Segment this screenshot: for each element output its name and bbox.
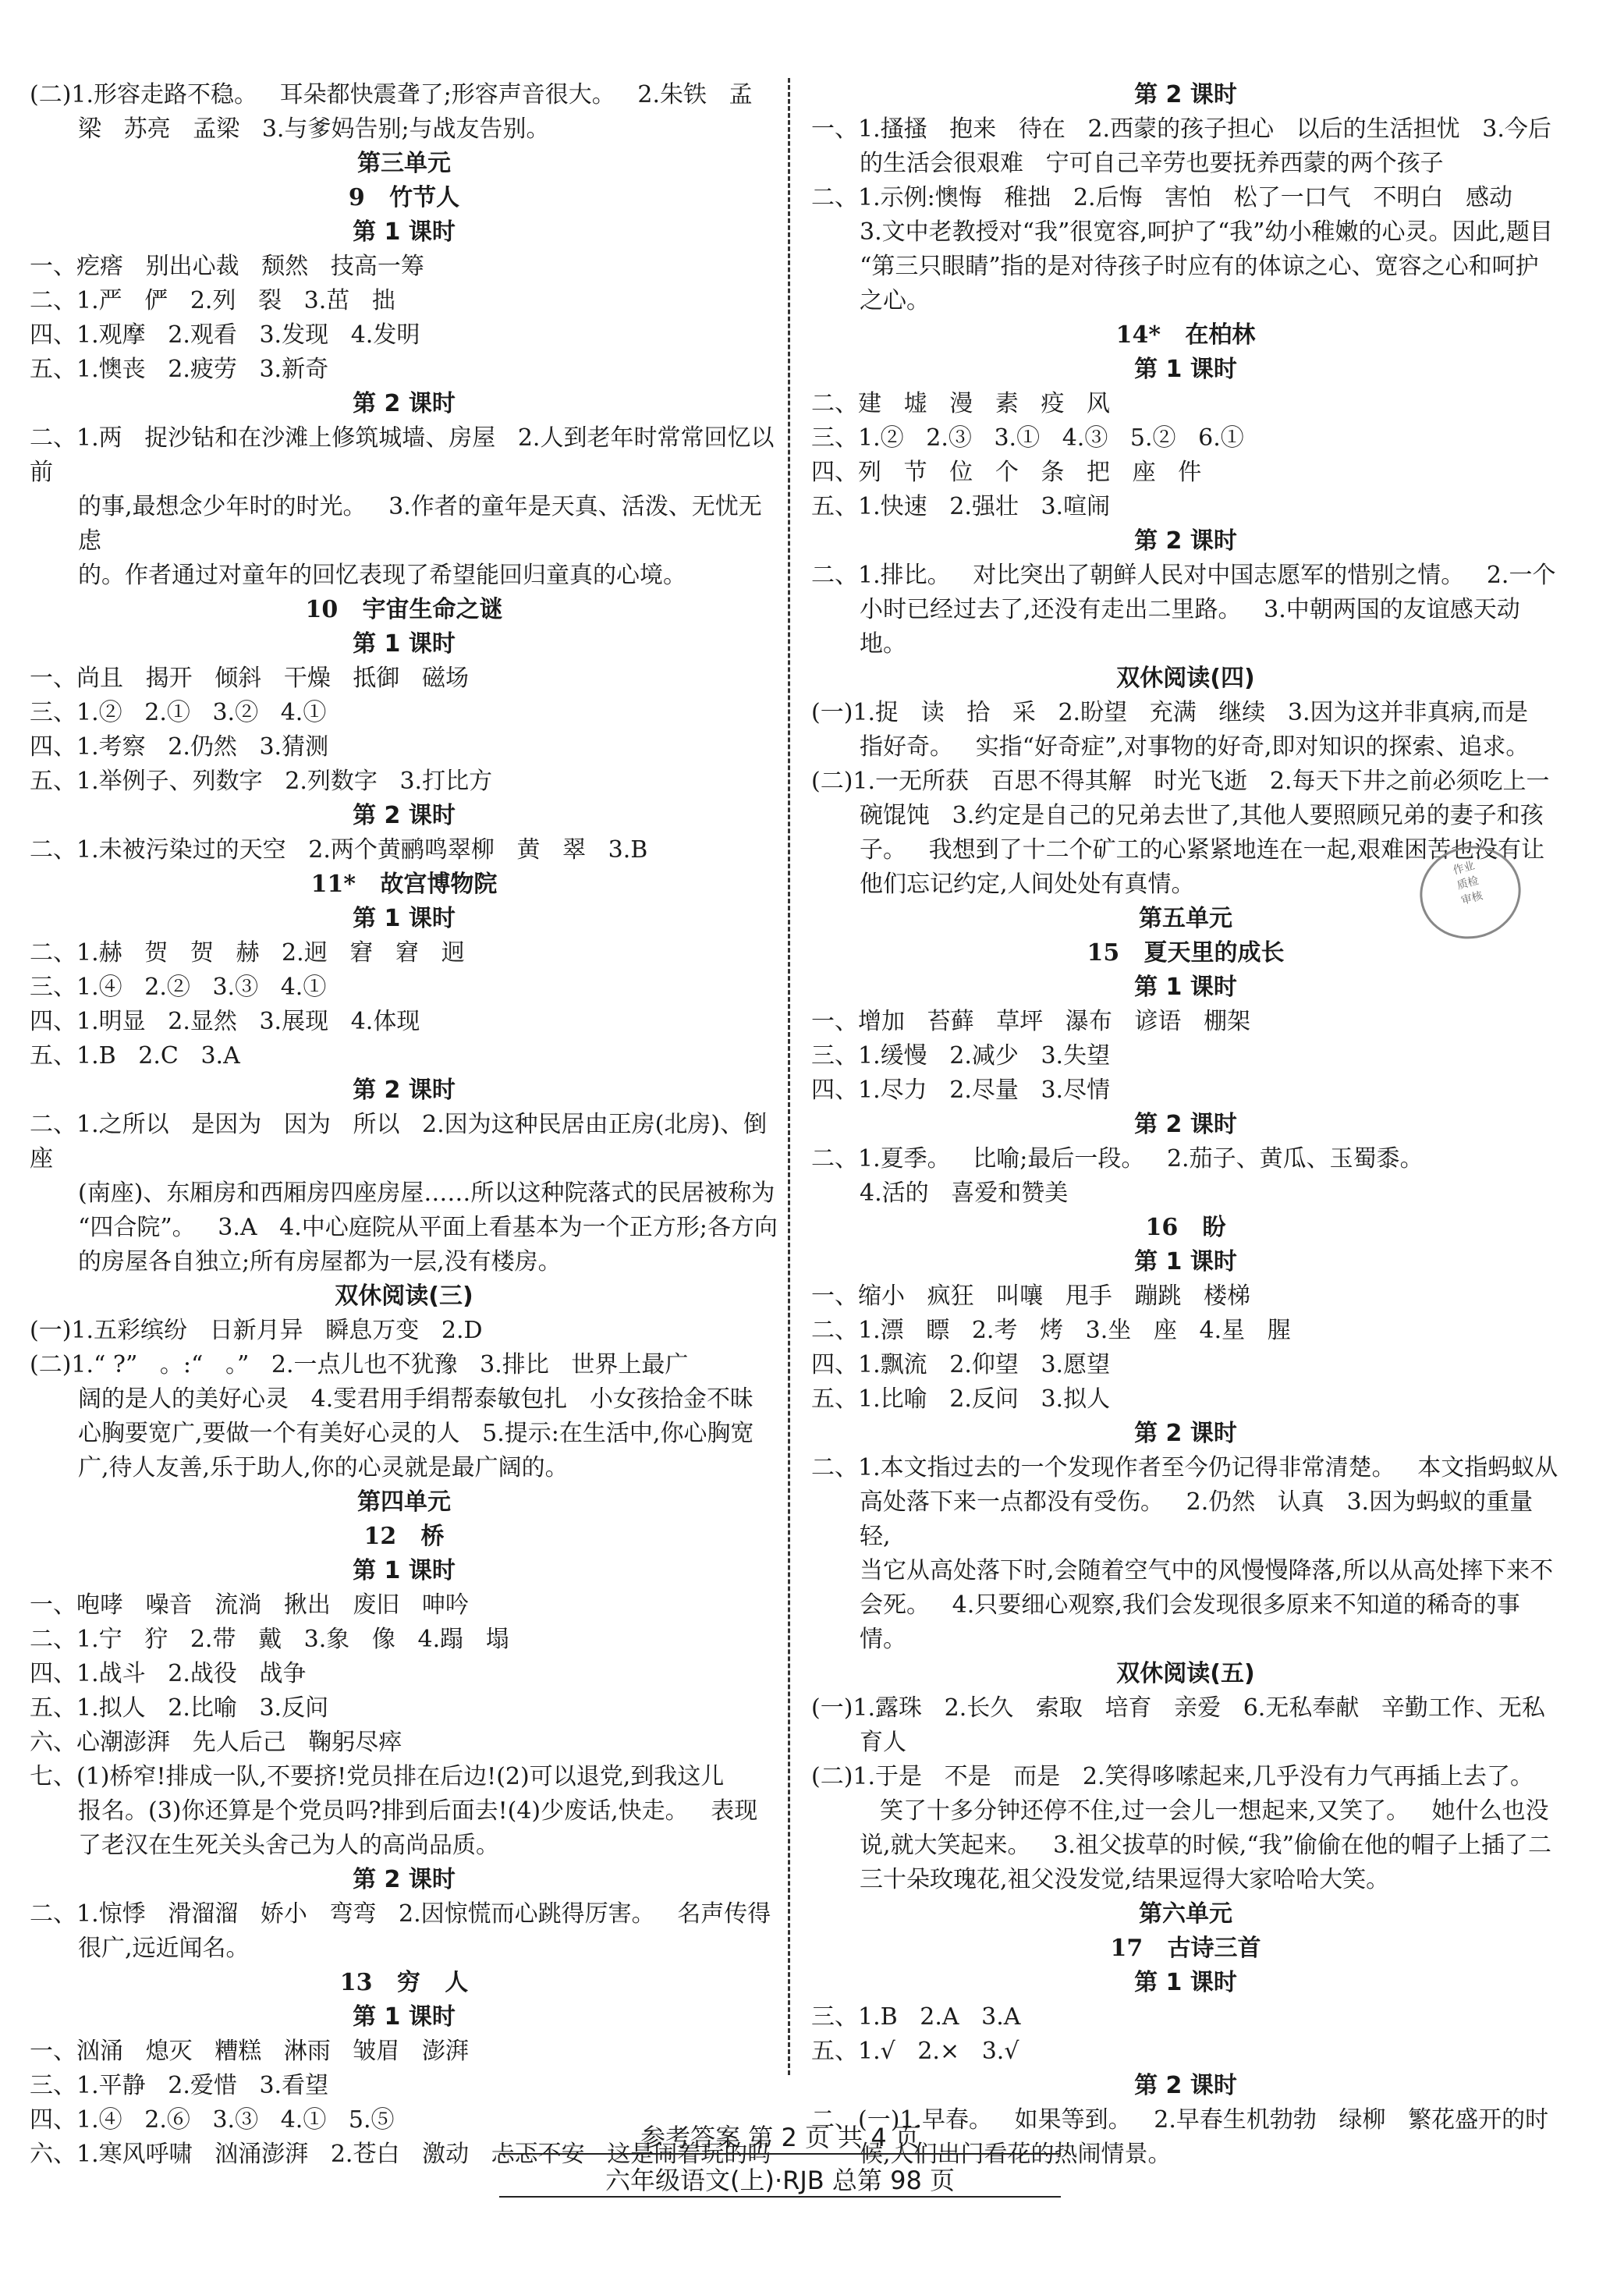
answer-line: 六、1.寒风呼啸 汹涌澎湃 2.苍白 激动 忐忑不安 这是闹着玩的吗 <box>30 2141 771 2168</box>
answer-line: 一、1.搔搔 抱来 待在 2.西蒙的孩子担心 以后的生活担忧 3.今后 <box>811 115 1551 143</box>
answer-line: 二、1.示例:懊悔 稚拙 2.后悔 害怕 松了一口气 不明白 感动 <box>811 184 1513 211</box>
answer-line: (一)1.五彩缤纷 日新月异 瞬息万变 2.D <box>30 1317 483 1344</box>
answer-line: 二、1.严 俨 2.列 裂 3.茁 拙 <box>30 287 395 314</box>
answer-line: 五、1.B 2.C 3.A <box>30 1042 240 1070</box>
stamp-text: 质检 <box>1456 874 1480 892</box>
answer-line: 二、1.两 捉沙钻和在沙滩上修筑城墙、房屋 2.人到老年时常常回忆以前 <box>30 424 775 486</box>
answer-line: 二、1.宁 狞 2.带 戴 3.象 像 4.蹋 塌 <box>30 1626 509 1653</box>
section-heading: 第 2 课时 <box>353 1077 456 1104</box>
answer-line: (一)1.捉 读 拾 采 2.盼望 充满 继续 3.因为这并非真病,而是 <box>811 699 1529 726</box>
section-heading: 第 1 课时 <box>1134 1248 1237 1275</box>
section-heading: 第 1 课时 <box>1134 974 1237 1001</box>
right-answer-column <box>811 78 1560 2168</box>
answer-line: (二)1.“ ?” 。:“ 。” 2.一点儿也不犹豫 3.排比 世界上最广 <box>30 1351 689 1378</box>
answer-line: 二、1.排比。 对比突出了朝鲜人民对中国志愿军的惜别之情。 2.一个 <box>811 562 1556 589</box>
answer-line: 一、汹涌 熄灭 糟糕 淋雨 皱眉 澎湃 <box>30 2038 470 2065</box>
answer-line: 广,待人友善,乐于助人,你的心灵就是最广阔的。 <box>78 1454 569 1481</box>
answer-line: 二、1.惊悸 滑溜溜 娇小 弯弯 2.因惊慌而心跳得厉害。 名声传得 <box>30 1900 771 1928</box>
answer-line: 二、(一)1.早春。 如果等到。 2.早春生机勃勃 绿柳 繁花盛开的时 <box>811 2106 1549 2134</box>
left-answer-column <box>30 78 778 2168</box>
answer-line: 四、1.观摩 2.观看 3.发现 4.发明 <box>30 321 420 349</box>
answer-line: 子。 我想到了十二个矿工的心紧紧地连在一起,艰难困苦也没有让 <box>860 836 1545 864</box>
section-heading: 第 2 课时 <box>1134 2072 1237 2099</box>
section-heading: 第 1 课时 <box>353 630 456 658</box>
answer-line: 三、1.平静 2.爱惜 3.看望 <box>30 2072 329 2099</box>
answer-line: 三、1.缓慢 2.减少 3.失望 <box>811 1042 1111 1070</box>
answer-line: 一、增加 苔藓 草坪 瀑布 谚语 棚架 <box>811 1008 1251 1035</box>
answer-line: 一、咆哮 噪音 流淌 揪出 废旧 呻吟 <box>30 1591 470 1619</box>
answer-line: 的。作者通过对童年的回忆表现了希望能回归童真的心境。 <box>78 562 686 589</box>
answer-line: 的生活会很艰难 宁可自己辛劳也要抚养西蒙的两个孩子 <box>860 150 1444 177</box>
answer-line: 指好奇。 实指“好奇症”,对事物的好奇,即对知识的探索、追求。 <box>860 733 1530 761</box>
answer-line: 笑了十多分钟还停不住,过一会儿一想起来,又笑了。 她什么也没 <box>880 1797 1549 1825</box>
lesson-title: 11* 故宫博物院 <box>310 871 498 898</box>
section-heading: 双休阅读(三) <box>335 1282 473 1310</box>
answer-line: 五、1.√ 2.× 3.√ <box>811 2038 1019 2065</box>
answer-line: 五、1.快速 2.强壮 3.喧闹 <box>811 493 1111 520</box>
answer-line: 高处落下来一点都没有受伤。 2.仍然 认真 3.因为蚂蚁的重量轻, <box>860 1488 1534 1550</box>
answer-line: 四、1.④ 2.⑥ 3.③ 4.① 5.⑤ <box>30 2106 395 2134</box>
section-heading: 第 1 课时 <box>353 905 456 932</box>
section-heading: 第 2 课时 <box>353 390 456 417</box>
answer-line: 一、尚且 揭开 倾斜 干燥 抵御 磁场 <box>30 665 470 692</box>
answer-line: (二)1.一无所获 百思不得其解 时光飞逝 2.每天下井之前必须吃上一 <box>811 768 1550 795</box>
answer-line: 七、(1)桥窄!排成一队,不要挤!党员排在后边!(2)可以退党,到我这儿 <box>30 1763 725 1790</box>
answer-line: 二、建 墟 漫 素 疫 风 <box>811 390 1111 417</box>
section-heading: 第 1 课时 <box>1134 356 1237 383</box>
footer-rule <box>499 2196 1061 2198</box>
answer-line: “第三只眼睛”指的是对待孩子时应有的体谅之心、宽容之心和呵护 <box>860 253 1539 280</box>
answer-line: (二)1.于是 不是 而是 2.笑得哆嗦起来,几乎没有力气再插上去了。 <box>811 1763 1534 1790</box>
section-heading: 第 2 课时 <box>353 802 456 829</box>
answer-line: 当它从高处落下时,会随着空气中的风慢慢降落,所以从高处摔下来不 <box>860 1557 1554 1584</box>
lesson-title: 14* 在柏林 <box>1115 321 1256 349</box>
lesson-title: 10 宇宙生命之谜 <box>305 596 503 623</box>
section-heading: 双休阅读(四) <box>1116 665 1255 692</box>
stamp-text: 作业 <box>1452 859 1477 878</box>
answer-line: 五、1.举例子、列数字 2.列数字 3.打比方 <box>30 768 493 795</box>
answer-line: 四、1.战斗 2.战役 战争 <box>30 1660 307 1687</box>
answer-line: 3.文中老教授对“我”很宽容,呵护了“我”幼小稚嫩的心灵。因此,题目 <box>860 218 1554 246</box>
answer-line: 四、1.飘流 2.仰望 3.愿望 <box>811 1351 1111 1378</box>
section-heading: 第 2 课时 <box>1134 81 1237 108</box>
answer-line: 二、1.本文指过去的一个发现作者至今仍记得非常清楚。 本文指蚂蚁从 <box>811 1454 1558 1481</box>
answer-line: 三、1.② 2.① 3.② 4.① <box>30 699 327 726</box>
answer-line: 很广,远近闻名。 <box>78 1935 250 1962</box>
section-heading: 第 2 课时 <box>1134 1420 1237 1447</box>
section-heading: 第五单元 <box>1139 905 1232 932</box>
answer-line: (二)1.形容走路不稳。 耳朵都快震聋了;形容声音很大。 2.朱铁 孟 <box>30 81 753 108</box>
answer-line: 三、1.B 2.A 3.A <box>811 2003 1021 2031</box>
answer-line: 四、1.明显 2.显然 3.展现 4.体现 <box>30 1008 420 1035</box>
answer-line: 一、疙瘩 别出心裁 颓然 技高一筹 <box>30 253 424 280</box>
answer-line: 说,就大笑起来。 3.祖父拔草的时候,“我”偷偷在他的帽子上插了二 <box>860 1832 1551 1859</box>
answer-line: 四、1.尽力 2.尽量 3.尽情 <box>811 1077 1111 1104</box>
answer-line: 育人 <box>860 1729 906 1756</box>
answer-line: 三、1.② 2.③ 3.① 4.③ 5.② 6.① <box>811 424 1244 452</box>
section-heading: 第 2 课时 <box>1134 527 1237 555</box>
answer-line: 一、缩小 疯狂 叫嚷 甩手 蹦跳 楼梯 <box>811 1282 1251 1310</box>
section-heading: 第 1 课时 <box>353 1557 456 1584</box>
answer-line: 二、1.赫 贺 贺 赫 2.迥 窘 窘 迥 <box>30 939 465 967</box>
answer-line: 会死。 4.只要细心观察,我们会发现很多原来不知道的稀奇的事情。 <box>860 1591 1520 1653</box>
answer-line: “四合院”。 3.A 4.中心庭院从平面上看基本为一个正方形;各方向 <box>78 1214 778 1241</box>
answer-line: 二、1.夏季。 比喻;最后一段。 2.茄子、黄瓜、玉蜀黍。 <box>811 1145 1424 1172</box>
stamp-text: 审核 <box>1459 889 1484 908</box>
column-divider <box>788 78 790 2075</box>
answer-line: 他们忘记约定,人间处处有真情。 <box>860 871 1195 898</box>
answer-line: 梁 苏亮 孟梁 3.与爹妈告别;与战友告别。 <box>78 115 550 143</box>
answer-line: 之心。 <box>860 287 930 314</box>
answer-line: 二、1.之所以 是因为 因为 所以 2.因为这种民居由正房(北房)、倒座 <box>30 1111 768 1172</box>
lesson-title: 17 古诗三首 <box>1110 1935 1261 1962</box>
answer-line: (南座)、东厢房和西厢房四座房屋……所以这种院落式的民居被称为 <box>78 1180 775 1207</box>
lesson-title: 12 桥 <box>363 1523 445 1550</box>
answer-line: 的事,最想念少年时的时光。 3.作者的童年是天真、活泼、无忧无虑 <box>78 493 762 555</box>
footer-page-info: 参考答案 第 2 页 共 4 页 <box>640 2123 920 2152</box>
answer-line: 了老汉在生死关头舍己为人的高尚品质。 <box>78 1832 499 1859</box>
answer-line: 碗馄饨 3.约定是自己的兄弟去世了,其他人要照顾兄弟的妻子和孩 <box>860 802 1544 829</box>
lesson-title: 16 盼 <box>1145 1214 1226 1241</box>
answer-line: 阔的是人的美好心灵 4.雯君用手绢帮泰敏包扎 小女孩拾金不昧 <box>78 1385 753 1413</box>
answer-line: 报名。(3)你还算是个党员吗?排到后面去!(4)少废话,快走。 表现 <box>78 1797 758 1825</box>
section-heading: 第 1 课时 <box>353 218 456 246</box>
answer-line: 四、列 节 位 个 条 把 座 件 <box>811 459 1202 486</box>
lesson-title: 9 竹节人 <box>348 184 460 211</box>
answer-line: 候,人们出门看花的热闹情景。 <box>860 2141 1172 2168</box>
answer-line: 二、1.未被污染过的天空 2.两个黄鹂鸣翠柳 黄 翠 3.B <box>30 836 648 864</box>
lesson-title: 13 穷 人 <box>339 1969 469 1996</box>
section-heading: 第六单元 <box>1139 1900 1232 1928</box>
answer-line: 心胸要宽广,要做一个有美好心灵的人 5.提示:在生活中,你心胸宽 <box>78 1420 754 1447</box>
answer-line: 三十朵玫瑰花,祖父没发觉,结果逗得大家哈哈大笑。 <box>860 1866 1390 1893</box>
answer-line: 的房屋各自独立;所有房屋都为一层,没有楼房。 <box>78 1248 562 1275</box>
answer-line: 4.活的 喜爱和赞美 <box>860 1180 1069 1207</box>
section-heading: 第 1 课时 <box>1134 1969 1237 1996</box>
answer-line: 六、心潮澎湃 先人后己 鞠躬尽瘁 <box>30 1729 402 1756</box>
answer-line: 二、1.漂 瞟 2.考 烤 3.坐 座 4.星 腥 <box>811 1317 1291 1344</box>
answer-line: 小时已经过去了,还没有走出二里路。 3.中朝两国的友谊感天动地。 <box>860 596 1520 658</box>
answer-line: 五、1.比喻 2.反问 3.拟人 <box>811 1385 1111 1413</box>
section-heading: 双休阅读(五) <box>1116 1660 1255 1687</box>
section-heading: 第 2 课时 <box>1134 1111 1237 1138</box>
section-heading: 第四单元 <box>357 1488 451 1516</box>
section-heading: 第三单元 <box>357 150 451 177</box>
footer-rule <box>499 2153 1061 2155</box>
section-heading: 第 2 课时 <box>353 1866 456 1893</box>
answer-line: (一)1.露珠 2.长久 索取 培育 亲爱 6.无私奉献 辛勤工作、无私 <box>811 1694 1545 1722</box>
lesson-title: 15 夏天里的成长 <box>1087 939 1285 967</box>
footer-book-info: 六年级语文(上)·RJB 总第 98 页 <box>605 2166 955 2195</box>
answer-line: 五、1.懊丧 2.疲劳 3.新奇 <box>30 356 329 383</box>
answer-line: 三、1.④ 2.② 3.③ 4.① <box>30 974 327 1001</box>
section-heading: 第 1 课时 <box>353 2003 456 2031</box>
answer-line: 四、1.考察 2.仍然 3.猜测 <box>30 733 329 761</box>
answer-line: 五、1.拟人 2.比喻 3.反问 <box>30 1694 329 1722</box>
